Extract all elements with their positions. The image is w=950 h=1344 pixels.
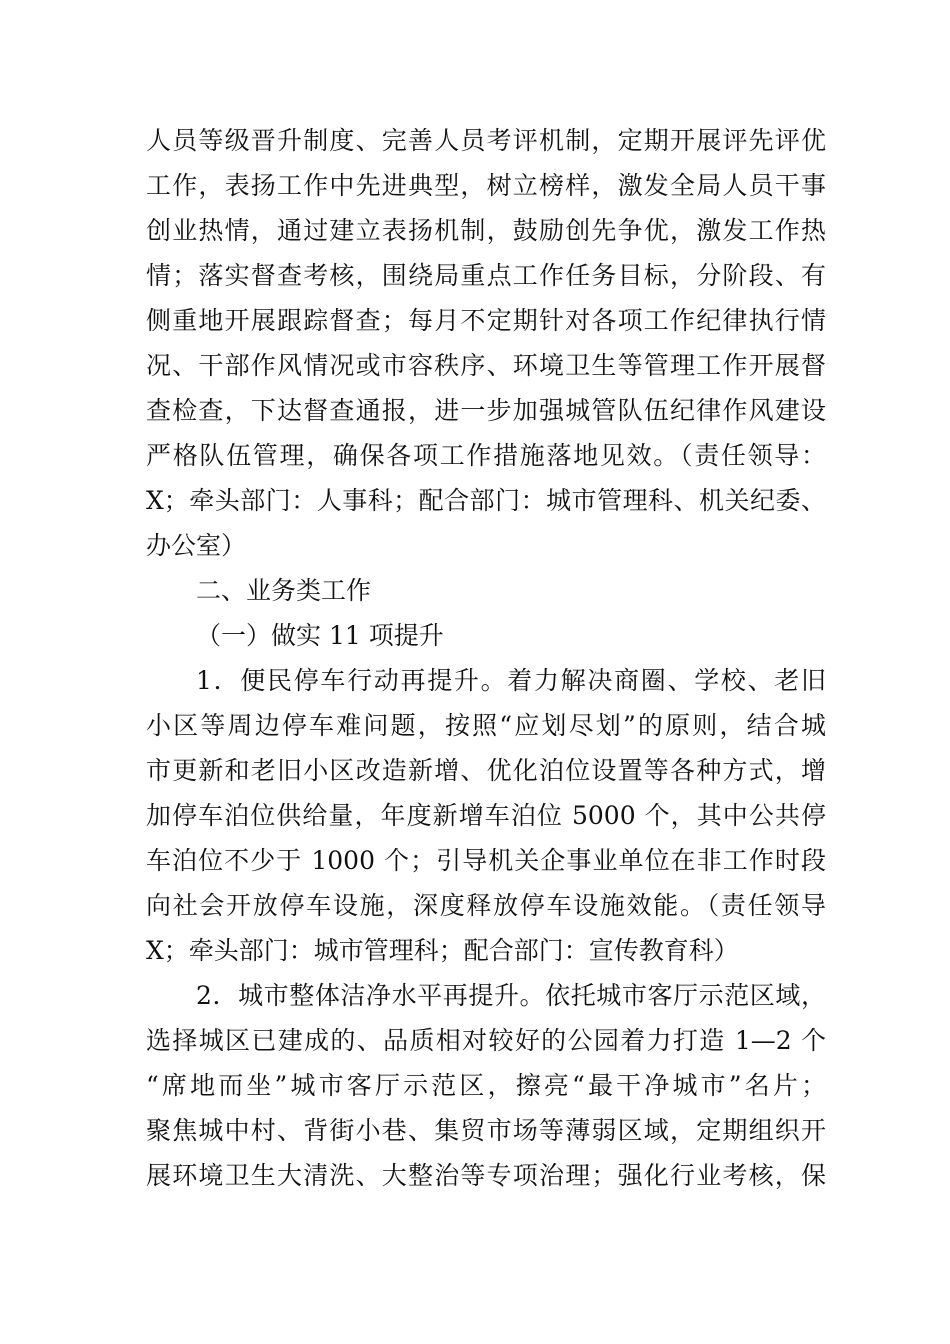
subsection-heading: （一）做实 11 项提升: [196, 621, 444, 650]
paragraph-line: 严格队伍管理，确保各项工作措施落地见效。（责任领导：: [146, 441, 826, 470]
item2-line: “席地而坐”城市客厅示范区，擦亮“最干净城市”名片；: [146, 1071, 827, 1100]
section-heading: 二、业务类工作: [196, 576, 372, 605]
item1-line: X；牵头部门：城市管理科；配合部门：宣传教育科）: [146, 936, 739, 965]
item1-line: 1．便民停车行动再提升。着力解决商圈、学校、老旧: [196, 666, 826, 695]
paragraph-line: 情；落实督查考核，围绕局重点工作任务目标，分阶段、有: [146, 261, 826, 290]
item1-line: 小区等周边停车难问题，按照“应划尽划”的原则，结合城: [146, 711, 826, 740]
paragraph-line: 办公室）: [146, 531, 247, 560]
paragraph-line: 工作，表扬工作中先进典型，树立榜样，激发全局人员干事: [146, 171, 826, 200]
item2-line: 聚焦城中村、背街小巷、集贸市场等薄弱区域，定期组织开: [146, 1116, 826, 1145]
item2-line: 2．城市整体洁净水平再提升。依托城市客厅示范区域，: [196, 981, 826, 1010]
paragraph-line: 况、干部作风情况或市容秩序、环境卫生等管理工作开展督: [146, 351, 826, 380]
paragraph-line: 侧重地开展跟踪督查；每月不定期针对各项工作纪律执行情: [146, 306, 826, 335]
paragraph-line: 查检查，下达督查通报，进一步加强城管队伍纪律作风建设: [146, 396, 826, 425]
paragraph-line: 人员等级晋升制度、完善人员考评机制，定期开展评先评优: [146, 126, 826, 155]
item1-line: 市更新和老旧小区改造新增、优化泊位设置等各种方式，增: [146, 756, 826, 785]
paragraph-line: 创业热情，通过建立表扬机制，鼓励创先争优，激发工作热: [146, 216, 826, 245]
item1-line: 向社会开放停车设施，深度释放停车设施效能。（责任领导: [146, 891, 826, 920]
paragraph-line: X；牵头部门：人事科；配合部门：城市管理科、机关纪委、: [146, 486, 826, 515]
item1-line: 车泊位不少于 1000 个；引导机关企事业单位在非工作时段: [146, 846, 826, 875]
item1-line: 加停车泊位供给量，年度新增车泊位 5000 个，其中公共停: [146, 801, 826, 830]
item2-line: 选择城区已建成的、品质相对较好的公园着力打造 1—2 个: [146, 1026, 826, 1055]
item2-line: 展环境卫生大清洗、大整治等专项治理；强化行业考核，保: [146, 1161, 826, 1190]
